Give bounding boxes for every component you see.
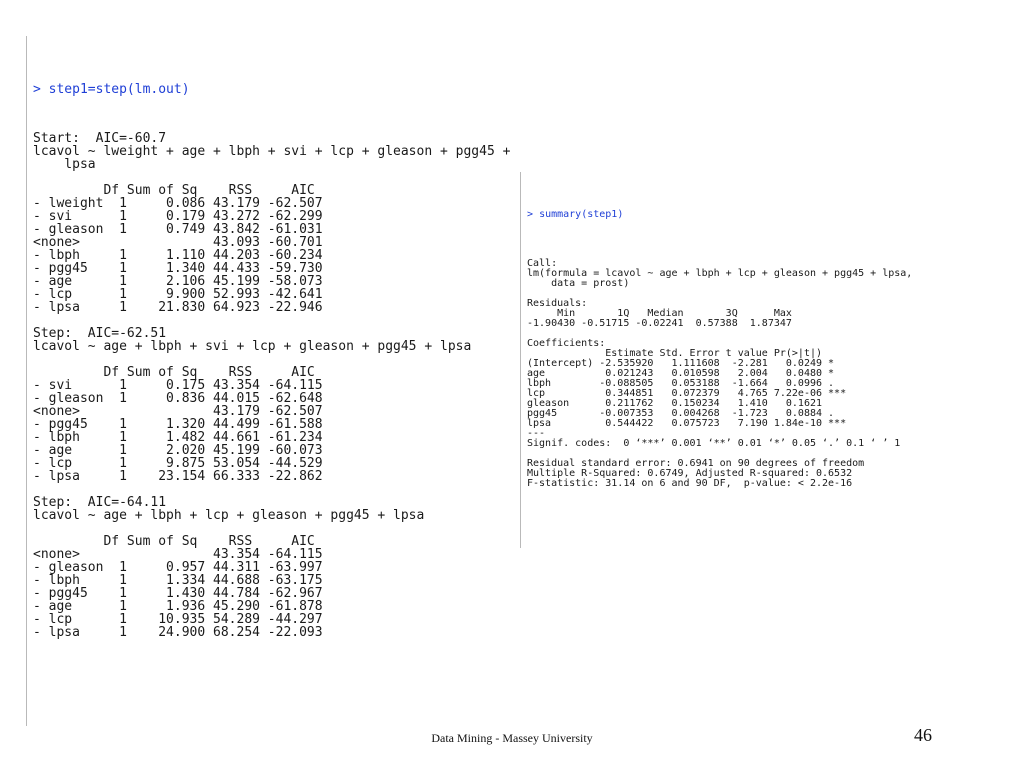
console-output-lines xyxy=(33,130,518,641)
console-line: Call: xyxy=(527,257,558,269)
console-line: Step: AIC=-64.11 xyxy=(33,495,167,511)
console-command: summary(step1) xyxy=(539,209,624,221)
console-line: Df Sum of Sq RSS AIC xyxy=(33,183,315,199)
console-line: gleason 0.211762 0.150234 1.410 0.1621 xyxy=(527,397,823,409)
console-line: lcavol ~ age + lbph + svi + lcp + gleason + pgg45 + lpsa xyxy=(33,339,472,355)
console-line: - gleason 1 0.836 44.015 -62.648 xyxy=(33,391,323,407)
console-line: - lcp 1 9.900 52.993 -42.641 xyxy=(33,287,323,303)
console-line: <none> 43.354 -64.115 xyxy=(33,547,323,563)
console-line: lm(formula = lcavol ~ age + lbph + lcp + gleason + pgg45 + lpsa, xyxy=(527,267,913,279)
console-line: - lcp 1 10.935 54.289 -44.297 xyxy=(33,612,323,628)
slide-footer: Data Mining - Massey University xyxy=(431,731,593,745)
console-line: lcavol ~ age + lbph + lcp + gleason + pgg45 + lpsa xyxy=(33,508,425,524)
console-line: Start: AIC=-60.7 xyxy=(33,131,167,147)
console-line: F-statistic: 31.14 on 6 and 90 DF, p-value: < 2.2e-16 xyxy=(527,477,853,489)
console-line: Step: AIC=-62.51 xyxy=(33,326,167,342)
console-line: - lpsa 1 21.830 64.923 -22.946 xyxy=(33,300,323,316)
console-line: Estimate Std. Error t value Pr(>|t|) xyxy=(527,347,823,359)
console-line: age 0.021243 0.010598 2.004 0.0480 * xyxy=(527,367,835,379)
console-line: - lweight 1 0.086 43.179 -62.507 xyxy=(33,196,323,212)
console-prompt: > xyxy=(527,209,534,221)
step-console-output xyxy=(26,36,518,726)
page-number: 46 xyxy=(914,725,932,745)
console-line: pgg45 -0.007353 0.004268 -1.723 0.0884 . xyxy=(527,407,835,419)
console-line: - lbph 1 1.110 44.203 -60.234 xyxy=(33,248,323,264)
console-line: Df Sum of Sq RSS AIC xyxy=(33,365,315,381)
console-command: step1=step(lm.out) xyxy=(48,81,190,97)
console-line: - pgg45 1 1.340 44.433 -59.730 xyxy=(33,261,323,277)
console-line: - gleason 1 0.749 43.842 -61.031 xyxy=(33,222,323,238)
console-line: --- xyxy=(527,427,546,439)
console-line: - lbph 1 1.334 44.688 -63.175 xyxy=(33,573,323,589)
console-line: - lbph 1 1.482 44.661 -61.234 xyxy=(33,430,323,446)
console-line: Df Sum of Sq RSS AIC xyxy=(33,534,315,550)
console-line: <none> 43.093 -60.701 xyxy=(33,235,323,251)
console-line: <none> 43.179 -62.507 xyxy=(33,404,323,420)
console-line: - pgg45 1 1.320 44.499 -61.588 xyxy=(33,417,323,433)
console-command-line xyxy=(33,81,518,97)
console-line: data = prost) xyxy=(527,277,630,289)
console-line: - lpsa 1 23.154 66.333 -22.862 xyxy=(33,469,323,485)
summary-console-output xyxy=(520,172,965,548)
console-line: - age 1 2.106 45.199 -58.073 xyxy=(33,274,323,290)
console-line: lpsa 0.544422 0.075723 7.190 1.84e-10 *** xyxy=(527,417,847,429)
console-line: lbph -0.088505 0.053188 -1.664 0.0996 . xyxy=(527,377,835,389)
console-line xyxy=(33,169,518,182)
console-line: -1.90430 -0.51715 -0.02241 0.57388 1.87347 xyxy=(527,317,792,329)
console-line: Residual standard error: 0.6941 on 90 degrees of freedom xyxy=(527,457,865,469)
console-line: - lcp 1 9.875 53.054 -44.529 xyxy=(33,456,323,472)
console-line: - gleason 1 0.957 44.311 -63.997 xyxy=(33,560,323,576)
console-line: lcp 0.344851 0.072379 4.765 7.22e-06 *** xyxy=(527,387,847,399)
console-line: Min 1Q Median 3Q Max xyxy=(527,307,792,319)
console-line: lcavol ~ lweight + age + lbph + svi + lcp + gleason + pgg45 + xyxy=(33,144,511,160)
console-line: - pgg45 1 1.430 44.784 -62.967 xyxy=(33,586,323,602)
console-line: - svi 1 0.179 43.272 -62.299 xyxy=(33,209,323,225)
console-command-line xyxy=(527,208,965,221)
console-prompt: > xyxy=(33,81,41,97)
console-line: (Intercept) -2.535920 1.111608 -2.281 0.0249 * xyxy=(527,357,835,369)
console-line: Coefficients: xyxy=(527,337,606,349)
console-line xyxy=(527,247,965,257)
console-output-lines xyxy=(527,247,965,487)
console-line: Signif. codes: 0 ‘***’ 0.001 ‘**’ 0.01 ‘*’ 0.05 ‘.’ 0.1 ‘ ’ 1 xyxy=(527,437,901,449)
console-line: - age 1 2.020 45.199 -60.073 xyxy=(33,443,323,459)
console-line: - age 1 1.936 45.290 -61.878 xyxy=(33,599,323,615)
console-line: Residuals: xyxy=(527,297,588,309)
console-line: - svi 1 0.175 43.354 -64.115 xyxy=(33,378,323,394)
console-line: lpsa xyxy=(33,157,96,173)
console-line: - lpsa 1 24.900 68.254 -22.093 xyxy=(33,625,323,641)
console-line: Multiple R-Squared: 0.6749, Adjusted R-squared: 0.6532 xyxy=(527,467,853,479)
